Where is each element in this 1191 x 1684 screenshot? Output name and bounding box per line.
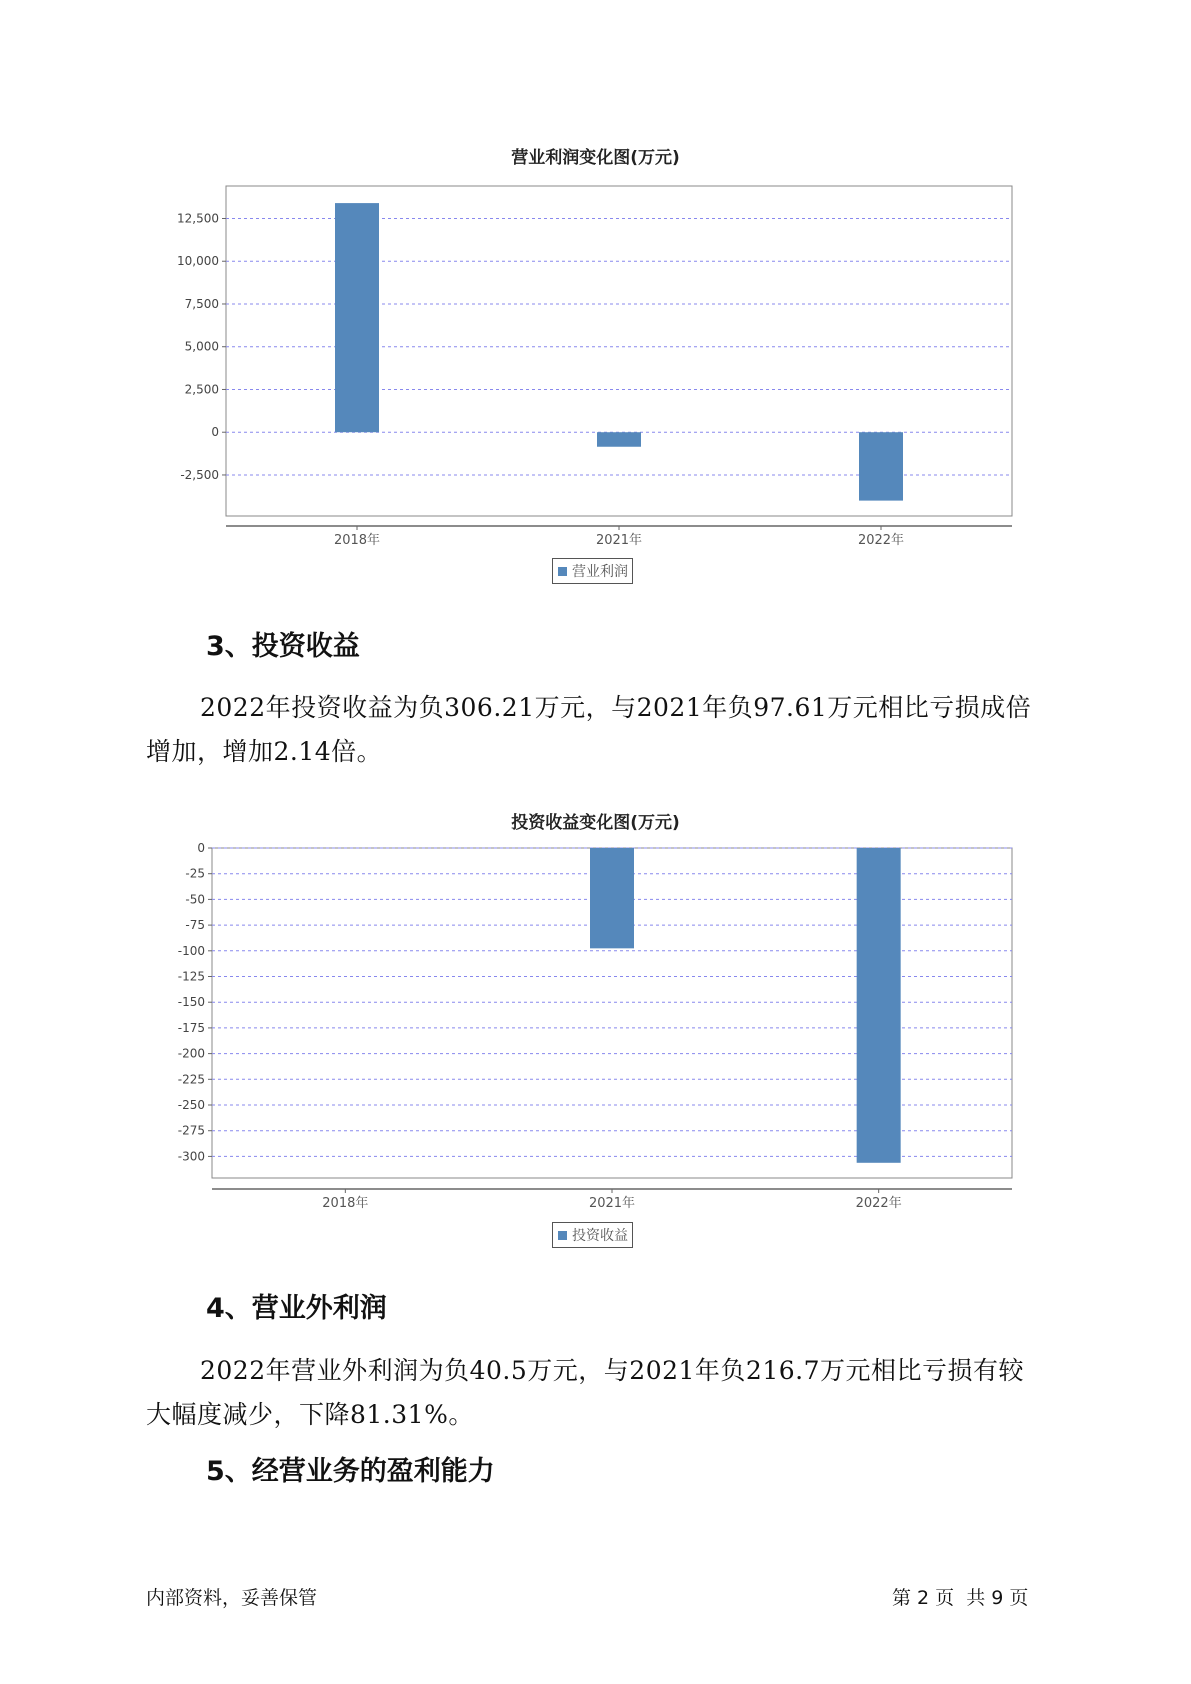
section4-line2: 大幅度减少，下降81.31%。 — [146, 1400, 474, 1429]
chart2-y-tick-label: 0 — [197, 841, 205, 855]
chart1-y-tick-label: 7,500 — [184, 296, 219, 311]
chart2-y-tick-label: -25 — [185, 866, 205, 881]
chart2-title: 投资收益变化图(万元) — [511, 813, 680, 833]
chart2-y-tick-label: -50 — [185, 892, 205, 907]
chart1-title: 营业利润变化图(万元) — [511, 148, 680, 168]
chart1-bar — [597, 432, 641, 447]
chart2-bar — [590, 848, 634, 948]
chart2-y-tick-label: -150 — [177, 995, 205, 1010]
chart1-bar — [859, 432, 903, 500]
section4-heading: 4、营业外利润 — [206, 1293, 387, 1324]
chart2-y-tick-label: -175 — [177, 1020, 205, 1035]
chart2-y-tick-label: -125 — [177, 969, 205, 984]
chart1-legend — [552, 558, 633, 584]
chart2-y-tick-label: -300 — [177, 1149, 205, 1164]
chart2-legend-label: 投资收益 — [572, 1228, 628, 1244]
chart2-y-tick-label: -200 — [177, 1046, 205, 1061]
section3-paragraph — [146, 686, 1066, 774]
chart2-y-tick-label: -75 — [185, 918, 205, 933]
chart2-y-tick-label: -225 — [177, 1072, 205, 1087]
chart2-x-tick-label: 2018年 — [322, 1196, 369, 1211]
section3-heading: 3、投资收益 — [206, 631, 360, 662]
chart2-bar — [857, 848, 901, 1163]
chart2-y-tick-label: -250 — [177, 1098, 205, 1113]
section3-line2: 增加，增加2.14倍。 — [146, 737, 383, 766]
chart1-legend-swatch — [558, 567, 567, 576]
footer-note: 内部资料，妥善保管 — [146, 1587, 318, 1609]
chart1-y-tick-label: 0 — [211, 425, 219, 440]
chart2-legend — [552, 1222, 633, 1248]
section5-heading: 5、经营业务的盈利能力 — [206, 1456, 495, 1487]
chart1-legend-label: 营业利润 — [572, 564, 628, 580]
chart2-x-tick-label: 2022年 — [855, 1196, 902, 1211]
section4-line1: 2022年营业外利润为负40.5万元，与2021年负216.7万元相比亏损有较 — [200, 1356, 1024, 1385]
section3-line1: 2022年投资收益为负306.21万元，与2021年负97.61万元相比亏损成倍 — [200, 693, 1032, 722]
chart1-x-tick-label: 2022年 — [857, 533, 905, 548]
operating-profit-chart — [0, 180, 1191, 548]
chart1-x-tick-label: 2018年 — [333, 533, 381, 548]
chart2-y-tick-label: -275 — [177, 1123, 205, 1138]
chart1-y-tick-label: 5,000 — [184, 339, 219, 354]
chart2-x-tick-label: 2021年 — [588, 1196, 636, 1211]
chart1-y-tick-label: 10,000 — [177, 254, 219, 269]
section4-paragraph — [146, 1349, 1066, 1437]
chart1-y-tick-label: 2,500 — [184, 382, 219, 397]
page-number: 第 2 页 共 9 页 — [892, 1587, 1029, 1609]
chart2-legend-swatch — [558, 1231, 567, 1240]
chart2-y-tick-label: -100 — [177, 943, 205, 958]
chart1-y-tick-label: 12,500 — [177, 211, 219, 226]
chart1-bar — [335, 203, 379, 432]
chart1-y-tick-label: -2,500 — [180, 467, 219, 482]
investment-income-chart — [0, 840, 1191, 1210]
chart1-x-tick-label: 2021年 — [595, 533, 643, 548]
